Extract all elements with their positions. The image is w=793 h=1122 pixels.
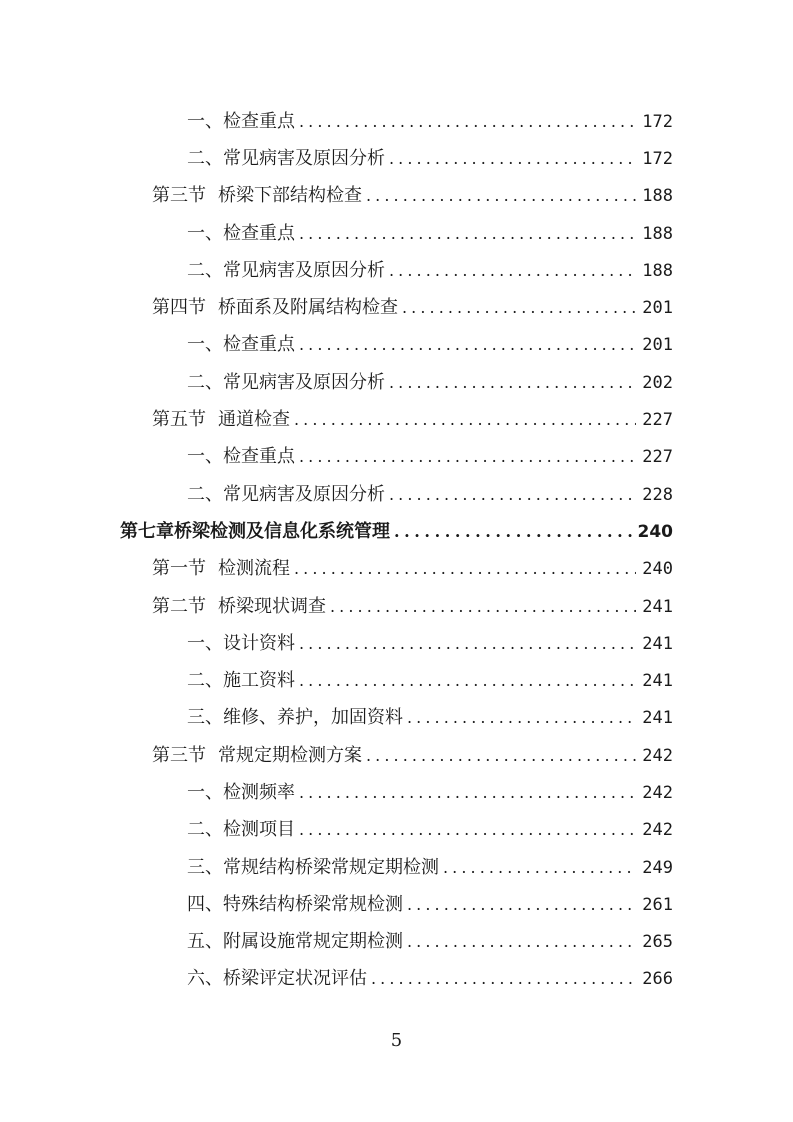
dot-leader [366, 186, 636, 205]
toc-entry-number: 二、 [187, 819, 223, 841]
dot-leader [407, 895, 636, 914]
toc-entry[interactable] [0, 586, 793, 623]
toc-entry-line [187, 107, 673, 133]
toc-entry-line [152, 554, 673, 580]
toc-entry-page: 188 [642, 186, 673, 207]
toc-entry-number: 五、 [187, 931, 223, 953]
toc-entry-line [187, 442, 673, 468]
dot-leader [299, 671, 636, 690]
toc-entry-number: 一、 [187, 334, 223, 356]
toc-entry-line [187, 927, 673, 953]
toc-entry[interactable] [0, 511, 793, 548]
toc-entry[interactable] [0, 847, 793, 884]
dot-leader [366, 746, 636, 765]
toc-entry-page: 241 [642, 671, 673, 692]
toc-entry[interactable] [0, 213, 793, 250]
toc-entry[interactable] [0, 884, 793, 921]
dot-leader [389, 373, 636, 392]
toc-entry-page: 201 [642, 298, 673, 319]
toc-entry[interactable] [0, 922, 793, 959]
toc-entry-line [152, 405, 673, 431]
toc-entry-number: 二、 [187, 670, 223, 692]
toc-entry[interactable] [0, 287, 793, 324]
toc-entry-title: 附属设施常规定期检测 [223, 931, 403, 953]
toc-entry[interactable] [0, 325, 793, 362]
toc-entry-page: 240 [637, 521, 673, 542]
toc-entry-number: 第一节 [152, 558, 206, 580]
toc-entry-page: 227 [642, 447, 673, 468]
toc-entry-title: 常见病害及原因分析 [223, 147, 385, 169]
toc-entry[interactable] [0, 623, 793, 660]
dot-leader [330, 597, 636, 616]
toc-entry-line [187, 890, 673, 916]
toc-entry-title: 设计资料 [223, 632, 295, 654]
dot-leader [389, 485, 636, 504]
toc-entry-title: 常见病害及原因分析 [223, 371, 385, 393]
toc-entry-line [187, 480, 673, 506]
toc-entry-line [152, 741, 673, 767]
toc-entry[interactable] [0, 437, 793, 474]
toc-entry-page: 265 [642, 932, 673, 953]
toc-entry-page: 241 [642, 596, 673, 617]
toc-entry-title: 桥梁评定状况评估 [223, 968, 367, 990]
toc-entry[interactable] [0, 101, 793, 138]
toc-entry-number: 第二节 [152, 595, 206, 617]
page-number: 5 [390, 1030, 403, 1051]
toc-entry[interactable] [0, 810, 793, 847]
toc-entry-title: 施工资料 [223, 670, 295, 692]
toc-entry-title: 检测流程 [218, 558, 290, 580]
toc-entry[interactable] [0, 772, 793, 809]
toc-entry[interactable] [0, 959, 793, 996]
dot-leader [299, 224, 636, 243]
toc-entry[interactable] [0, 660, 793, 697]
dot-leader [389, 149, 636, 168]
toc-entry-number: 三、 [187, 856, 223, 878]
toc-entry-number: 三、 [187, 707, 223, 729]
toc-entry-line [152, 592, 673, 618]
toc-entry-line [187, 629, 673, 655]
toc-entry-number: 第三节 [152, 744, 206, 766]
toc-entry-page: 261 [642, 894, 673, 915]
toc-entry-title: 检测项目 [223, 819, 295, 841]
toc-entry-line [187, 256, 673, 282]
toc-entry-page: 227 [642, 410, 673, 431]
toc-entry[interactable] [0, 735, 793, 772]
dot-leader [407, 708, 636, 727]
toc-entry[interactable] [0, 698, 793, 735]
toc-entry-number: 一、 [187, 446, 223, 468]
dot-leader [299, 112, 636, 131]
toc-entry-number: 二、 [187, 259, 223, 281]
toc-entry-title: 通道检查 [218, 409, 290, 431]
toc-entry-line [187, 964, 673, 990]
dot-leader [299, 783, 636, 802]
dot-leader [299, 447, 636, 466]
dot-leader [299, 335, 636, 354]
toc-entry-title: 检测频率 [223, 781, 295, 803]
dot-leader [294, 410, 636, 429]
toc-entry-page: 172 [642, 111, 673, 132]
toc-entry-line [152, 293, 673, 319]
dot-leader [294, 559, 636, 578]
toc-entry-title: 桥梁现状调查 [218, 595, 326, 617]
toc-entry-line [187, 219, 673, 245]
toc-entry-title: 检查重点 [223, 334, 295, 356]
toc-entry-page: 241 [642, 633, 673, 654]
dot-leader [299, 634, 636, 653]
toc-entry-title: 桥面系及附属结构检查 [218, 297, 398, 319]
toc-entry-line [187, 368, 673, 394]
dot-leader [407, 932, 636, 951]
toc-entry[interactable] [0, 362, 793, 399]
dot-leader [299, 820, 636, 839]
toc-entry-number: 二、 [187, 147, 223, 169]
toc-entry-title: 常见病害及原因分析 [223, 259, 385, 281]
toc-entry-page: 228 [642, 484, 673, 505]
toc-entry-number: 四、 [187, 893, 223, 915]
toc-entry-number: 一、 [187, 781, 223, 803]
toc-entry-page: 242 [642, 782, 673, 803]
toc-entry-page: 201 [642, 335, 673, 356]
toc-entry[interactable] [0, 138, 793, 175]
toc-entry-line [187, 330, 673, 356]
toc-entry-page: 202 [642, 372, 673, 393]
dot-leader [394, 522, 632, 541]
toc-entry-number: 一、 [187, 222, 223, 244]
toc-entry-line [152, 181, 673, 207]
toc-entry-title: 检查重点 [223, 446, 295, 468]
dot-leader [443, 858, 636, 877]
toc-entry-page: 249 [642, 857, 673, 878]
table-of-contents [0, 101, 793, 996]
toc-entry-page: 240 [642, 559, 673, 580]
toc-entry-page: 188 [642, 260, 673, 281]
toc-entry-title: 特殊结构桥梁常规检测 [223, 893, 403, 915]
toc-entry-number: 第四节 [152, 297, 206, 319]
toc-entry-line [187, 778, 673, 804]
dot-leader [371, 969, 636, 988]
toc-entry-title: 维修、养护，加固资料 [223, 707, 403, 729]
toc-entry-line [120, 517, 673, 543]
toc-entry-title: 检查重点 [223, 110, 295, 132]
toc-entry[interactable] [0, 250, 793, 287]
dot-leader [389, 261, 636, 280]
toc-entry-number: 第七章 [120, 520, 174, 542]
toc-entry-number: 一、 [187, 632, 223, 654]
toc-entry-line [187, 815, 673, 841]
toc-entry-number: 二、 [187, 371, 223, 393]
toc-entry-line [187, 666, 673, 692]
toc-entry-number: 第五节 [152, 409, 206, 431]
toc-entry-number: 一、 [187, 110, 223, 132]
toc-entry-page: 188 [642, 223, 673, 244]
toc-entry-title: 检查重点 [223, 222, 295, 244]
toc-entry[interactable] [0, 474, 793, 511]
toc-entry-title: 常规定期检测方案 [218, 744, 362, 766]
dot-leader [402, 298, 636, 317]
toc-entry-page: 266 [642, 969, 673, 990]
toc-entry-page: 242 [642, 745, 673, 766]
toc-entry-number: 六、 [187, 968, 223, 990]
toc-entry-title: 常见病害及原因分析 [223, 483, 385, 505]
toc-entry-title: 桥梁下部结构检查 [218, 185, 362, 207]
toc-entry[interactable] [0, 399, 793, 436]
toc-entry-line [187, 703, 673, 729]
toc-entry-line [187, 853, 673, 879]
toc-entry-page: 241 [642, 708, 673, 729]
toc-entry[interactable] [0, 549, 793, 586]
toc-entry-number: 二、 [187, 483, 223, 505]
toc-entry-title: 桥梁检测及信息化系统管理 [174, 520, 390, 542]
toc-entry-page: 172 [642, 148, 673, 169]
toc-entry-number: 第三节 [152, 185, 206, 207]
toc-entry[interactable] [0, 176, 793, 213]
toc-entry-line [187, 144, 673, 170]
toc-entry-page: 242 [642, 820, 673, 841]
toc-entry-title: 常规结构桥梁常规定期检测 [223, 856, 439, 878]
